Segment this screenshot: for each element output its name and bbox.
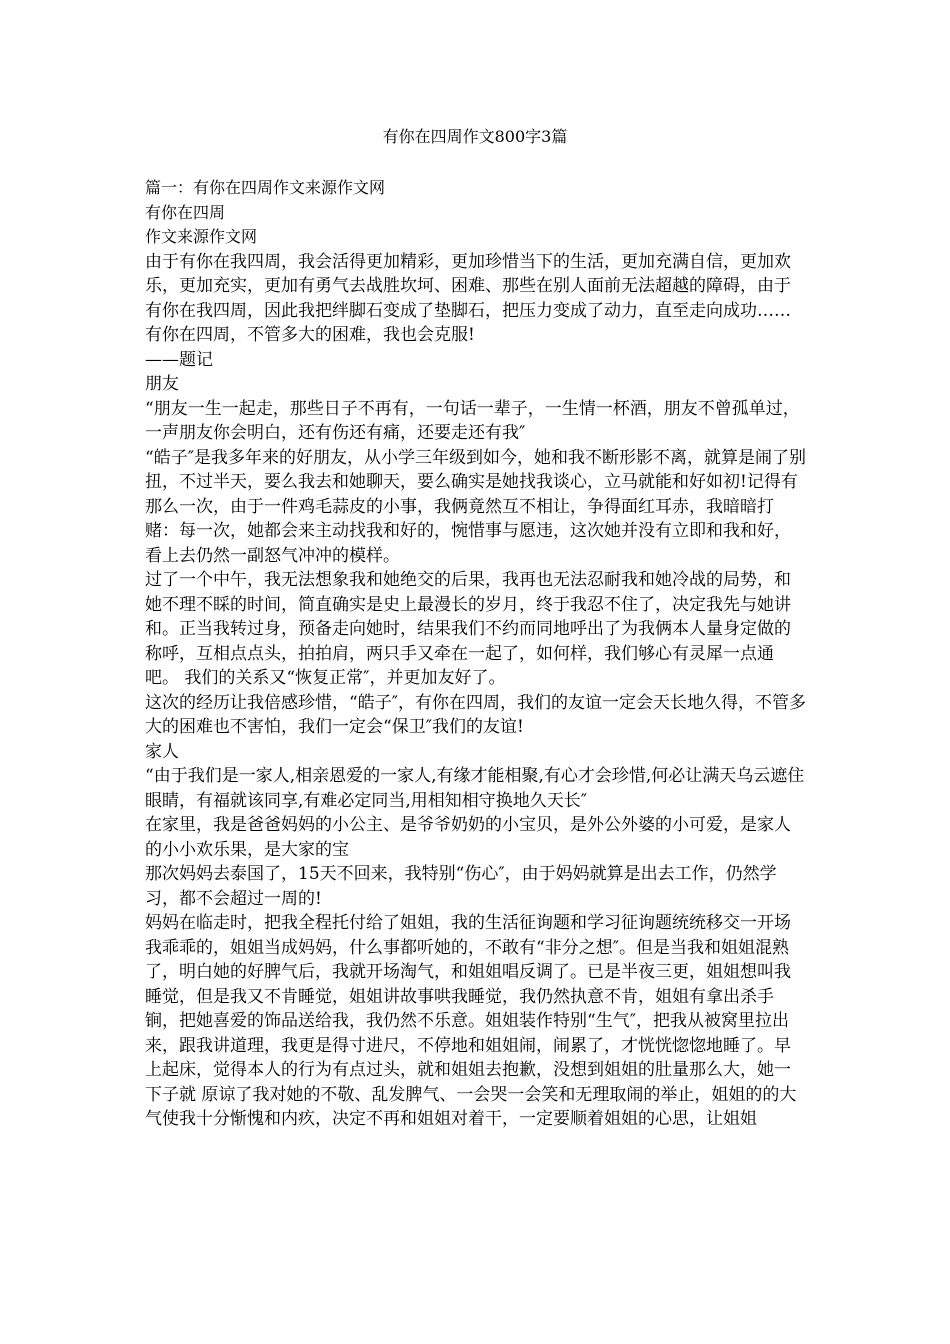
body-paragraph: 这次的经历让我倍感珍惜，“皓子″，有你在四周，我们的友谊一定会天长地久得，不管多大的困难也不害怕，我们一定会“保卫″我们的友谊! [145, 692, 807, 737]
source-line: 作文来源作文网 [145, 227, 258, 246]
essay-title: 有你在四周 [145, 202, 226, 222]
subheading-family: 家人 [145, 741, 179, 762]
epigraph-attribution: ——题记 [145, 349, 213, 370]
body-paragraph: 过了一个中午，我无法想象我和她绝交的后果，我再也无法忍耐我和她冷战的局势，和她不理不睬的时间，简直确实是史上最漫长的岁月，终于我忍不住了，决定我先与她讲和。正当我转过身，预备走向她时，结果我们不约而同地呼出了为我俩本人量身定做的称呼，互相点点头，拍拍肩，两只手又牵在一起了，如何样，我们够心有灵犀一点通吧。 我们的关系又“恢复正常″，并更加友好了。 [145, 570, 791, 688]
body-paragraph: 由于有你在我四周，我会活得更加精彩，更加珍惜当下的生活，更加充满自信，更加欢乐，更加充实，更加有勇气去战胜坎坷、困难、那些在别人面前无法超越的障碍，由于有你在我四周，因此我把绊脚石变成了垫脚石，把压力变成了动力，直至走向成功……有你在四周，不管多大的困难，我也会克服! [145, 251, 791, 345]
body-paragraph: 妈妈在临走时，把我全程托付给了姐姐，我的生活征询题和学习征询题统统移交一开场我乖乖的，姐姐当成妈妈，什么事都听她的，不敢有“非分之想″。但是当我和姐姐混熟了，明白她的好脾气后，我就开场淘气，和姐姐唱反调了。已是半夜三更，姐姐想叫我睡觉，但是我又不肯睡觉，姐姐讲故事哄我睡觉，我仍然执意不肯，姐姐有拿出杀手锏，把她喜爱的饰品送给我，我仍然不乐意。姐姐装作特别“生气″，把我从被窝里拉出来，跟我讲道理，我更是得寸进尺，不停地和姐姐闹，闹累了，才恍恍惚惚地睡了。早上起床，觉得本人的行为有点过头，就和姐姐去抱歉，没想到姐姐的肚量那么大，她一下子就 原谅了我对她的不敬、乱发脾气、一会哭一会笑和无理取闹的举止，姐姐的的大气使我十分惭愧和内疚，决定不再和姐姐对着干，一定要顺着姐姐的心思，让姐姐 [145, 913, 797, 1129]
document-title: 有你在四周作文800字3篇 [382, 127, 568, 146]
document-body [145, 176, 807, 1132]
body-paragraph: “皓子″是我多年来的好朋友，从小学三年级到如今，她和我不断形影不离，就算是闹了别扭，不过半天，要么我去和她聊天，要么确实是她找我谈心，立马就能和好如初!记得有那么一次，由于一件鸡毛蒜皮的小事，我俩竟然互不相让，争得面红耳赤，我暗暗打赌：每一次，她都会来主动找我和好的，惋惜事与愿违，这次她并没有立即和我和好，看上去仍然一副怒气冲冲的模样。 [145, 447, 807, 566]
body-paragraph: 在家里，我是爸爸妈妈的小公主、是爷爷奶奶的小宝贝，是外公外婆的小可爱，是家人的小小欢乐果，是大家的宝 [145, 815, 791, 860]
section-heading: 篇一：有你在四周作文来源作文网 [145, 178, 386, 197]
body-paragraph: 那次妈妈去泰国了，15天不回来，我特别“伤心″，由于妈妈就算是出去工作，仍然学习，都不会超过一周的! [145, 864, 777, 909]
subheading-friends: 朋友 [145, 374, 179, 394]
body-paragraph: “朋友一生一起走，那些日子不再有，一句话一辈子，一生情一杯酒，朋友不曾孤单过，一声朋友你会明白，还有伤还有痛，还要走还有我″ [145, 398, 800, 443]
body-paragraph: “由于我们是一家人,相亲恩爱的一家人,有缘才能相聚,有心才会珍惜,何必让满天乌云遮住眼睛，有福就该同享,有难必定同当,用相知相守换地久天长″ [145, 766, 805, 811]
